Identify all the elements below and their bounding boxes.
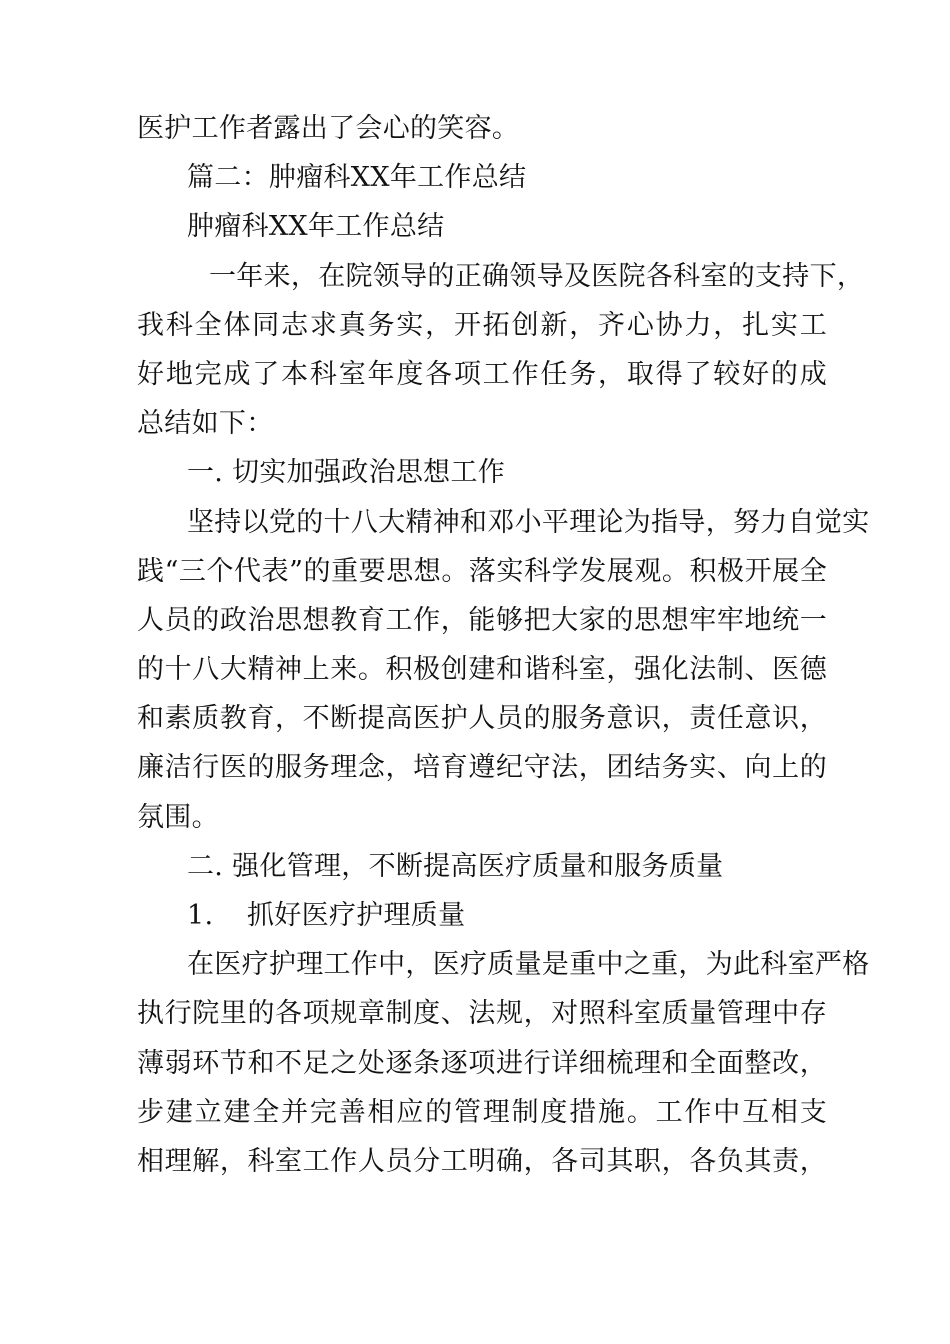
paragraph-line: 践“三个代表”的重要思想。落实科学发展观。积极开展全 bbox=[137, 555, 827, 587]
paragraph-line: 医护工作者露出了会心的笑容。 bbox=[137, 113, 520, 144]
paragraph-line: 我科全体同志求真务实，开拓创新，齐心协力，扎实工 bbox=[137, 309, 827, 341]
paragraph-line: 薄弱环节和不足之处逐条逐项进行详细梳理和全面整改， bbox=[137, 1047, 827, 1079]
paragraph-line: 的十八大精神上来。积极创建和谐科室，强化法制、医德 bbox=[137, 654, 827, 686]
subheading-1 bbox=[137, 891, 827, 940]
paragraph-line: 步建立建全并完善相应的管理制度措施。工作中互相支 bbox=[137, 1096, 827, 1128]
paragraph-line: 总结如下： bbox=[137, 408, 274, 440]
subheading-text: 抓好医疗护理质量 bbox=[247, 900, 466, 931]
paragraph-line: 好地完成了本科室年度各项工作任务，取得了较好的成 bbox=[137, 358, 827, 390]
paragraph-line: 执行院里的各项规章制度、法规，对照科室质量管理中存 bbox=[137, 998, 827, 1030]
paragraph-line: 氛围。 bbox=[137, 801, 219, 833]
paragraph-line: 坚持以党的十八大精神和邓小平理论为指导，努力自觉实 bbox=[187, 506, 870, 538]
document-body bbox=[137, 104, 870, 1186]
section-title: 篇二：肿瘤科XX年工作总结 bbox=[187, 162, 527, 194]
paragraph-line: 人员的政治思想教育工作，能够把大家的思想牢牢地统一 bbox=[137, 604, 827, 636]
heading-section-1: 一. 切实加强政治思想工作 bbox=[187, 457, 506, 489]
paragraph-line: 廉洁行医的服务理念，培育遵纪守法，团结务实、向上的 bbox=[137, 752, 827, 784]
document-title: 肿瘤科XX年工作总结 bbox=[187, 211, 445, 243]
paragraph-line: 和素质教育，不断提高医护人员的服务意识，责任意识， bbox=[137, 703, 827, 735]
paragraph-line: 在医疗护理工作中，医疗质量是重中之重，为此科室严格 bbox=[187, 949, 870, 981]
paragraph-line: 一年来，在院领导的正确领导及医院各科室的支持下， bbox=[209, 260, 865, 292]
paragraph-line: 相理解，科室工作人员分工明确，各司其职，各负其责， bbox=[137, 1145, 827, 1177]
heading-section-2: 二. 强化管理，不断提高医疗质量和服务质量 bbox=[187, 850, 724, 882]
subheading-number: 1. bbox=[187, 900, 214, 931]
